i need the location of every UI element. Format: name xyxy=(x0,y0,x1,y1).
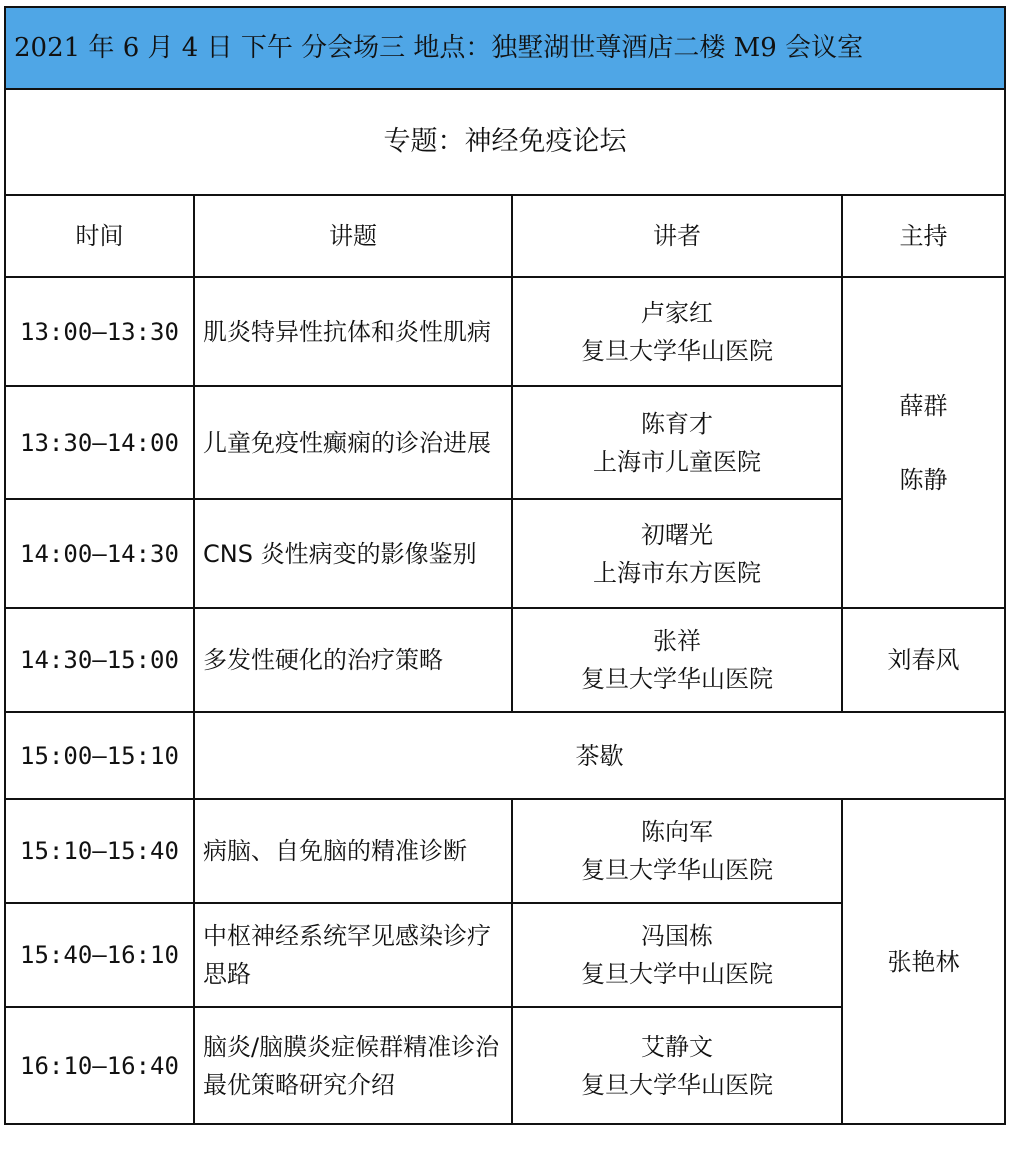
session-time: 15:10—15:40 xyxy=(5,799,194,903)
session-host xyxy=(842,277,1005,608)
break-label: 茶歇 xyxy=(194,712,1005,799)
session-banner: 2021 年 6 月 4 日 下午 分会场三 地点：独墅湖世尊酒店二楼 M9 会议室 xyxy=(5,7,1005,89)
session-host: 刘春风 xyxy=(842,608,1005,712)
session-title: 病脑、自免脑的精准诊断 xyxy=(194,799,512,903)
speaker-institution: 复旦大学华山医院 xyxy=(581,1070,773,1099)
session-time: 15:40—16:10 xyxy=(5,903,194,1007)
speaker-institution: 复旦大学华山医院 xyxy=(581,336,773,365)
speaker-name: 陈向军 xyxy=(641,818,713,846)
session-banner-row xyxy=(5,7,1005,89)
speaker-institution: 复旦大学华山医院 xyxy=(581,665,773,693)
header-time: 时间 xyxy=(5,195,194,277)
speaker-institution: 复旦大学华山医院 xyxy=(581,856,773,884)
session-speaker xyxy=(512,277,842,386)
session-speaker xyxy=(512,499,842,608)
speaker-name: 初曙光 xyxy=(641,520,713,549)
topic-title: 专题：神经免疫论坛 xyxy=(5,89,1005,195)
header-host: 主持 xyxy=(842,195,1005,277)
speaker-name: 冯国栋 xyxy=(641,922,713,950)
session-speaker xyxy=(512,608,842,712)
header-speaker: 讲者 xyxy=(512,195,842,277)
session-time: 14:30—15:00 xyxy=(5,608,194,712)
speaker-institution: 复旦大学中山医院 xyxy=(581,960,773,988)
session-title: CNS 炎性病变的影像鉴别 xyxy=(194,499,512,608)
session-title: 脑炎/脑膜炎症候群精准诊治最优策略研究介绍 xyxy=(194,1007,512,1124)
speaker-name: 张祥 xyxy=(653,627,701,655)
session-speaker xyxy=(512,386,842,499)
session-time: 14:00—14:30 xyxy=(5,499,194,608)
table-row xyxy=(5,799,1005,903)
table-row xyxy=(5,277,1005,386)
session-title: 中枢神经系统罕见感染诊疗思路 xyxy=(194,903,512,1007)
speaker-institution: 上海市儿童医院 xyxy=(593,447,761,476)
table-row xyxy=(5,608,1005,712)
schedule-table xyxy=(4,6,1006,1125)
session-speaker xyxy=(512,903,842,1007)
speaker-name: 陈育才 xyxy=(641,409,713,438)
session-speaker xyxy=(512,1007,842,1124)
topic-row xyxy=(5,89,1005,195)
session-time: 13:00—13:30 xyxy=(5,277,194,386)
session-title: 多发性硬化的治疗策略 xyxy=(194,608,512,712)
session-title: 儿童免疫性癫痫的诊治进展 xyxy=(194,386,512,499)
break-time: 15:00—15:10 xyxy=(5,712,194,799)
speaker-name: 卢家红 xyxy=(641,298,713,327)
session-speaker xyxy=(512,799,842,903)
session-time: 13:30—14:00 xyxy=(5,386,194,499)
header-row xyxy=(5,195,1005,277)
break-row xyxy=(5,712,1005,799)
session-host: 张艳林 xyxy=(842,799,1005,1124)
speaker-name: 艾静文 xyxy=(641,1032,713,1061)
session-title: 肌炎特异性抗体和炎性肌病 xyxy=(194,277,512,386)
host-name: 薛群 xyxy=(899,391,948,420)
session-time: 16:10—16:40 xyxy=(5,1007,194,1124)
host-name: 陈静 xyxy=(899,465,948,494)
header-title: 讲题 xyxy=(194,195,512,277)
speaker-institution: 上海市东方医院 xyxy=(593,558,761,587)
